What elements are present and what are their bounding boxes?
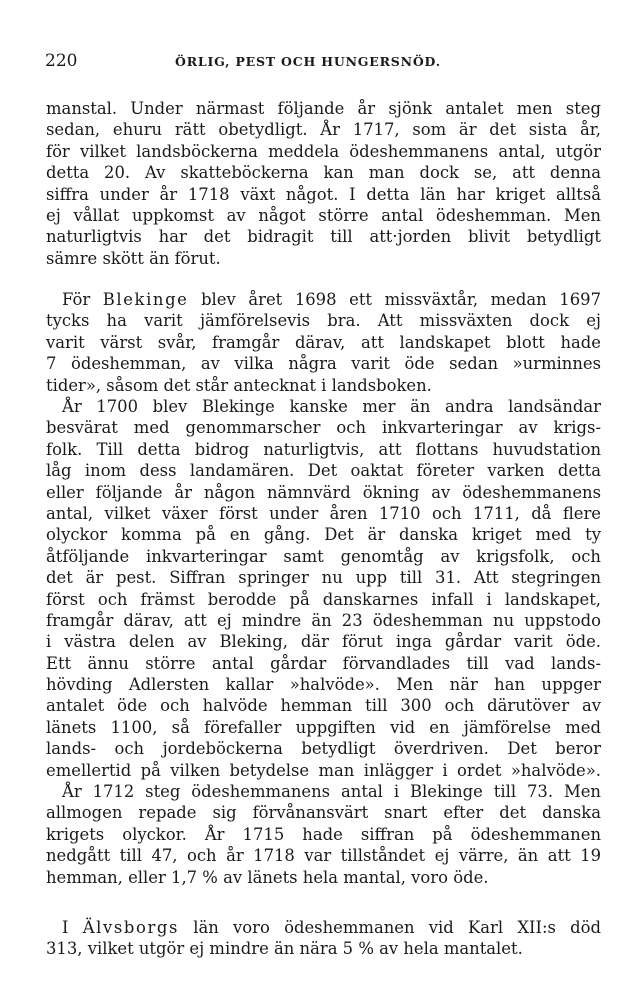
text-line: folk. Till detta bidrog naturligtvis, att flottans huvudstation xyxy=(46,439,601,459)
text-fragment: län voro ödeshemmanen vid Karl XII:s död xyxy=(178,918,602,937)
text-line: siffra under år 1718 växt något. I detta län har kriget alltså xyxy=(46,184,601,204)
running-title: ÖRLIG, PEST OCH HUNGERSNÖD. xyxy=(175,54,441,69)
text-line: först och främst berodde på danskarnes infall i landskapet, xyxy=(46,589,601,609)
text-line: År 1700 blev Blekinge kanske mer än andra landsändar xyxy=(62,397,601,416)
text-fragment: blev året 1698 ett missväxtår, medan 1697 xyxy=(188,290,602,309)
text-line: hemman, eller 1,7 % av länets hela mantal, voro öde. xyxy=(46,867,489,887)
text-line: besvärat med genommarscher och inkvarteringar av krigs- xyxy=(46,418,601,438)
text-line: eller följande år någon nämnvärd ökning av ödeshemmanens xyxy=(46,482,601,502)
text-line: tider», såsom det står antecknat i landsboken. xyxy=(46,375,432,395)
text-fragment: I xyxy=(62,918,83,937)
text-line: låg inom dess landamären. Det oaktat företer varken detta xyxy=(46,461,601,481)
text-line: olyckor komma på en gång. Det är danska kriget med ty xyxy=(46,525,601,545)
text-line: naturligtvis har det bidragit till att·jorden blivit betydligt xyxy=(46,227,601,247)
text-line xyxy=(46,289,601,310)
text-line: detta 20. Av skatteböckerna kan man dock se, att denna xyxy=(46,163,601,183)
text-line: varit värst svår, framgår därav, att landskapet blott hade xyxy=(46,332,601,352)
place-name-spaced: Blekinge xyxy=(102,290,189,309)
text-line: i västra delen av Bleking, där förut inga gårdar varit öde. xyxy=(46,632,601,652)
text-line: allmogen repade sig förvånansvärt snart efter det danska xyxy=(46,803,601,823)
text-line: framgår därav, att ej mindre än 23 ödeshemman nu uppstodo xyxy=(46,610,601,630)
page-header xyxy=(45,50,605,74)
text-line: sedan, ehuru rätt obetydligt. År 1717, som är det sista år, xyxy=(46,120,601,140)
text-line: länets 1100, så förefaller uppgiften vid en jämförelse med xyxy=(46,717,601,737)
text-line: År 1712 steg ödeshemmanens antal i Blekinge till 73. Men xyxy=(62,782,601,801)
place-name-spaced: Älvsborgs xyxy=(82,918,179,937)
text-line: 313, vilket utgör ej mindre än nära 5 % av hela mantalet. xyxy=(46,939,523,959)
text-line: antal, vilket växer först under åren 1710 och 1711, då flere xyxy=(46,503,601,523)
text-line: 7 ödeshemman, av vilka några varit öde sedan »urminnes xyxy=(46,354,601,374)
text-line: Ett ännu större antal gårdar förvandlades till vad lands- xyxy=(46,653,601,673)
text-line: krigets olyckor. År 1715 hade siffran på ödeshemmanen xyxy=(46,824,601,844)
text-line: för vilket landsböckerna meddela ödeshemmanens antal, utgör xyxy=(46,141,601,161)
text-line: hövding Adlersten kallar »halvöde». Men när han uppger xyxy=(46,675,601,695)
text-line: lands- och jordeböckerna betydligt överdriven. Det beror xyxy=(46,739,601,759)
text-line: åtföljande inkvarteringar samt genomtåg av krigsfolk, och xyxy=(46,546,601,566)
paragraph-5 xyxy=(46,917,601,960)
text-line: antalet öde och halvöde hemman till 300 och därutöver av xyxy=(46,696,601,716)
text-line: manstal. Under närmast följande år sjönk antalet men steg xyxy=(46,99,601,118)
text-line: sämre skött än förut. xyxy=(46,248,221,268)
text-line: emellertid på vilken betydelse man inlägger i ordet »halvöde». xyxy=(46,760,601,780)
paragraph-3 xyxy=(46,396,601,781)
paragraph-1 xyxy=(46,98,601,269)
text-line: ej vållat uppkomst av något större antal ödeshemman. Men xyxy=(46,205,601,225)
paragraph-2 xyxy=(46,289,601,396)
text-line: det är pest. Siffran springer nu upp till 31. Att stegringen xyxy=(46,568,601,588)
text-line: nedgått till 47, och år 1718 var tillståndet ej värre, än att 19 xyxy=(46,846,601,866)
page-number: 220 xyxy=(45,51,78,71)
text-fragment: För xyxy=(62,290,103,309)
text-line: tycks ha varit jämförelsevis bra. Att missväxten dock ej xyxy=(46,311,601,331)
text-line xyxy=(46,917,601,938)
paragraph-4 xyxy=(46,781,601,888)
